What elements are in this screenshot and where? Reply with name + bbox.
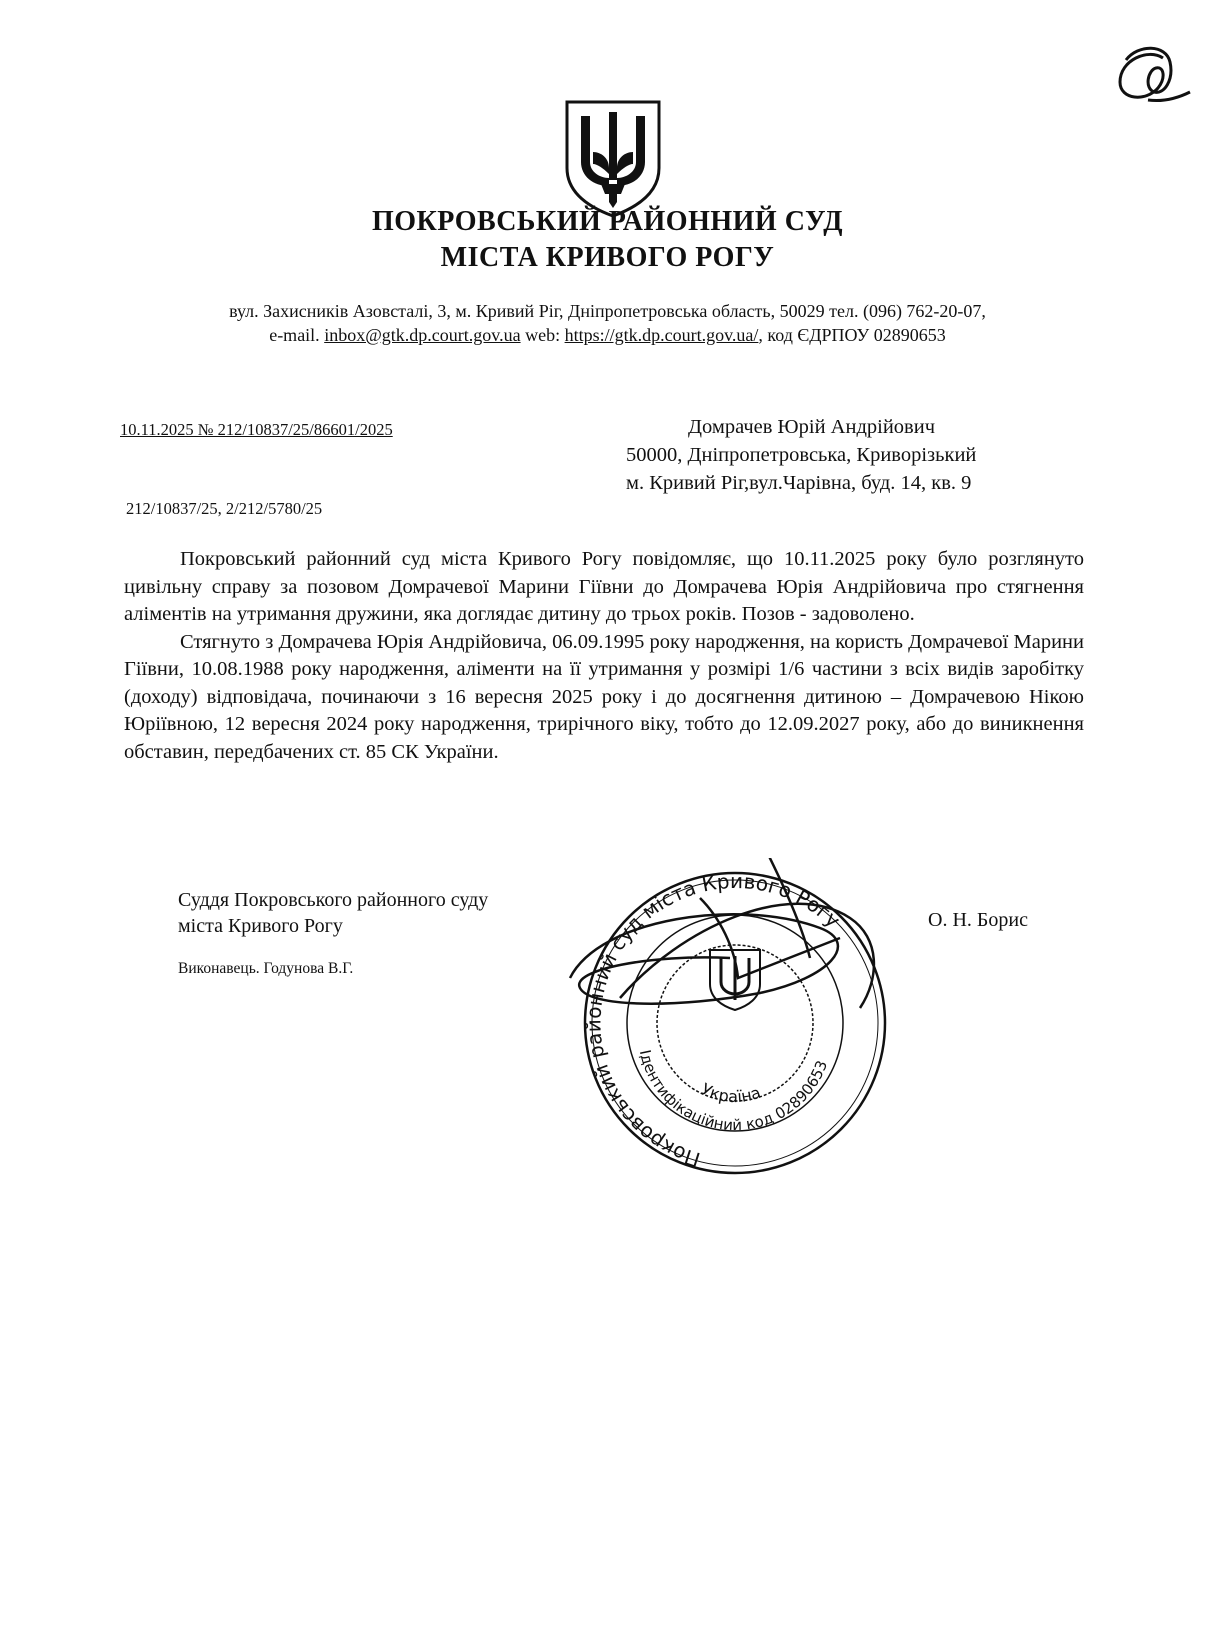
court-address: вул. Захисників Азовсталі, 3, м. Кривий Ріг, Дніпропетровська область, 50029 тел. (096) 762-20-07,: [229, 301, 986, 321]
body-paragraph-2: Стягнуто з Домрачева Юрія Андрійовича, 06.09.1995 року народження, на користь Домрачевої Марини Гіївни, 10.08.1988 року народження, аліменти на її утримання у розмірі 1/6 частини з всіх видів заробітку (доходу) відповідача, починаючи з 16 вересня 2025 року і до досягнення дитиною – Домрачевою Нікою Юріївною, 12 вересня 2024 року народження, трирічного віку, тобто до 12.09.2027 року, або до виникнення обставин, передбачених ст. 85 СК України.: [124, 630, 1084, 763]
seal-inner-text: Ідентифікаційний код 02890653: [635, 1048, 832, 1135]
recipient-name: Домрачев Юрій Андрійович: [688, 416, 936, 438]
handwritten-page-mark: [1108, 40, 1198, 110]
court-name-line1: ПОКРОВСЬКИЙ РАЙОННИЙ СУД: [371, 206, 844, 237]
seal-country: Україна: [698, 1079, 764, 1107]
court-name-line2: МІСТА КРИВОГО РОГУ: [440, 242, 775, 273]
judge-position-line1: Суддя Покровського районного суду: [178, 889, 489, 911]
svg-text:Україна: [698, 1079, 763, 1106]
seal-outer-text: Покровський районний суд міста Кривого Рогу: [581, 868, 846, 1172]
court-web-link[interactable]: https://gtk.dp.court.gov.ua/: [564, 325, 759, 345]
trident-coat-of-arms-icon: [561, 98, 665, 218]
body-paragraph-1: Покровський районний суд міста Кривого Рогу повідомляє, що 10.11.2025 року було розглянуто цивільну справу за позовом Домрачевої Марини Гіївни до Домрачева Юрія Андрійовича про стягнення аліментів на утримання дружини, яка доглядає дитину до трьох років. Позов - задоволено.: [124, 548, 1084, 625]
outgoing-date-number: 10.11.2025 № 212/10837/25/86601/2025: [120, 420, 393, 439]
judge-name: О. Н. Борис: [928, 909, 1028, 931]
recipient-address-line1: 50000, Дніпропетровська, Криворізький: [626, 444, 977, 466]
email-label: e-mail.: [269, 325, 320, 345]
web-label: web:: [525, 325, 561, 345]
case-numbers: 212/10837/25, 2/212/5780/25: [126, 499, 323, 518]
edrpou-code: , код ЄДРПОУ 02890653: [758, 325, 946, 345]
judge-position-line2: міста Кривого Рогу: [178, 915, 343, 937]
court-email-link[interactable]: inbox@gtk.dp.court.gov.ua: [324, 325, 521, 345]
letter-body: [124, 546, 1084, 766]
executor-name: Виконавець. Годунова В.Г.: [178, 960, 354, 977]
recipient-address-line2: м. Кривий Ріг,вул.Чарівна, буд. 14, кв. 9: [626, 472, 972, 494]
court-contacts: [0, 325, 1215, 346]
court-seal-stamp: [560, 858, 910, 1188]
